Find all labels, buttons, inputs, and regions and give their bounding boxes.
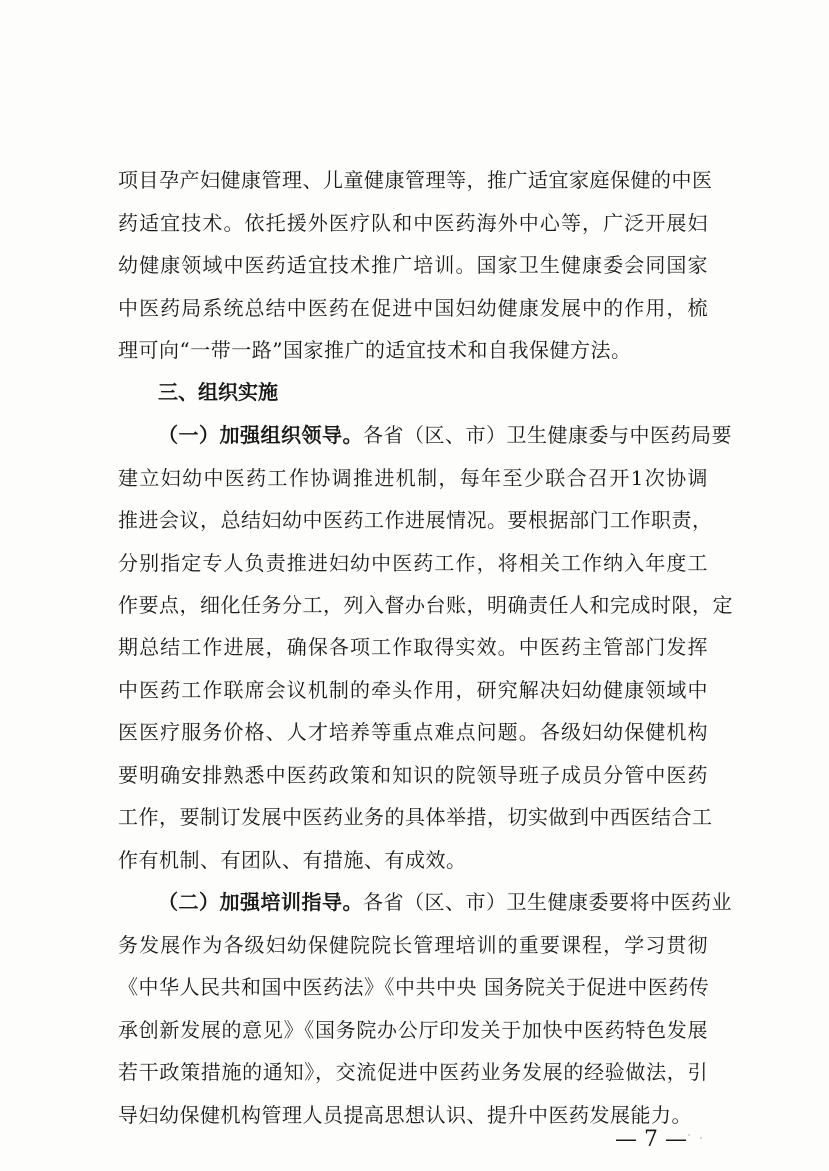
paragraph-line: 建立妇幼中医药工作协调推进机制，每年至少联合召开1次协调 [118,466,708,490]
scan-speck [688,1134,690,1136]
paragraph-line: 中医药局系统总结中医药在促进中国妇幼健康发展中的作用，梳 [118,296,708,320]
paragraph-line: 理可向“一带一路”国家推广的适宜技术和自我保健方法。 [118,338,632,362]
paragraph-line: 务发展作为各级妇幼保健院院长管理培训的重要课程，学习贯彻 [118,933,708,957]
paragraph-line: 幼健康领域中医药适宜技术推广培训。国家卫生健康委会同国家 [118,253,708,277]
section-heading: 三、组织实施 [158,380,278,404]
paragraph-line: 中医药工作联席会议机制的牵头作用，研究解决妇幼健康领域中 [118,678,708,702]
paragraph-line: 药适宜技术。依托援外医疗队和中医药海外中心等，广泛开展妇 [118,211,708,235]
item2-first-line-rest: 各省（区、市）卫生健康委要将中医药业 [363,890,732,914]
item2-first-line [158,882,732,922]
scan-speck [700,1137,702,1139]
page-number: — 7 — [615,1127,687,1152]
paragraph-line: 作要点，细化任务分工，列入督办台账，明确责任人和完成时限，定 [118,593,733,617]
paragraph-line: 导妇幼保健机构管理人员提高思想认识、提升中医药发展能力。 [118,1103,692,1127]
item1-first-line [158,415,732,455]
item1-lead: （一）加强组织领导。 [158,423,363,447]
paragraph-line: 工作，要制订发展中医药业务的具体举措，切实做到中西医结合工 [118,805,713,829]
paragraph-line: 承创新发展的意见》《国务院办公厅印发关于加快中医药特色发展 [118,1018,708,1042]
paragraph-line: 项目孕产妇健康管理、儿童健康管理等，推广适宜家庭保健的中医 [118,168,713,192]
paragraph-line: 要明确安排熟悉中医药政策和知识的院领导班子成员分管中医药 [118,763,708,787]
paragraph-line: 医医疗服务价格、人才培养等重点难点问题。各级妇幼保健机构 [118,720,708,744]
paragraph-line: 推进会议，总结妇幼中医药工作进展情况。要根据部门工作职责， [118,508,713,532]
paragraph-line: 若干政策措施的通知》，交流促进中医药业务发展的经验做法，引 [118,1060,708,1084]
paragraph-line: 期总结工作进展，确保各项工作取得实效。中医药主管部门发挥 [118,635,708,659]
paragraph-line: 《中华人民共和国中医药法》《中共中央 国务院关于促进中医药传 [118,975,710,999]
item2-lead: （二）加强培训指导。 [158,890,363,914]
paragraph-line: 分别指定专人负责推进妇幼中医药工作，将相关工作纳入年度工 [118,551,708,575]
paragraph-line: 作有机制、有团队、有措施、有成效。 [118,848,467,872]
item1-first-line-rest: 各省（区、市）卫生健康委与中医药局要 [363,423,732,447]
